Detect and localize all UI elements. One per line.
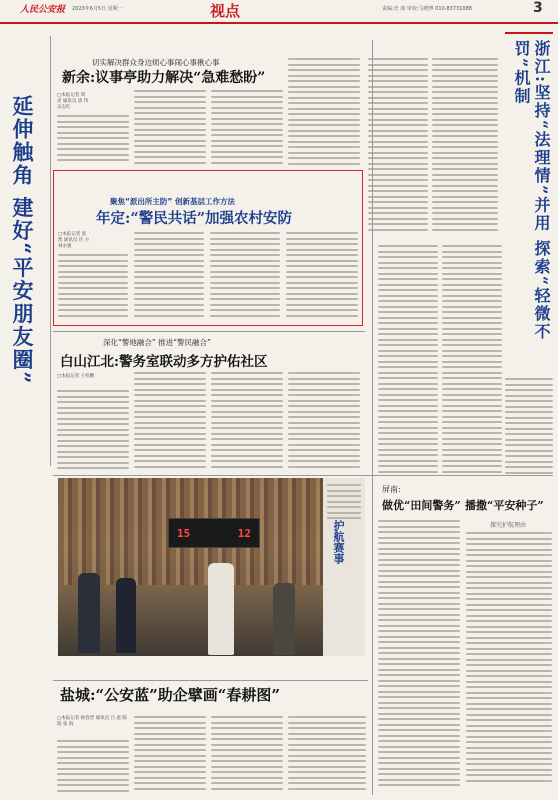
top-article-body-3	[211, 90, 283, 167]
photo-caption-text	[327, 484, 361, 524]
bottom-article-body-2	[134, 716, 206, 795]
top-article-byline: □本报记者 周 亮 通讯员 唐 伟 吴志红	[57, 93, 89, 110]
upper-right-column-2	[368, 58, 428, 238]
bottom-article-headline: 盐城:“公安蓝”助企擘画“春耕图”	[60, 686, 281, 704]
featured-article-body-4	[286, 232, 358, 322]
bottom-article-body-3	[211, 716, 283, 795]
photo-caption-box	[323, 478, 365, 656]
featured-article-body-2	[134, 232, 204, 322]
commentary-kicker: 屏南:	[382, 485, 401, 494]
right-mid-column-2	[442, 245, 502, 475]
officer-figure-1	[78, 573, 100, 653]
middle-article-body-2	[134, 372, 206, 472]
page-number: 3	[533, 0, 543, 16]
event-photo	[58, 478, 323, 656]
middle-article-headline: 白山江北:警务室联动多方护佑社区	[60, 354, 268, 370]
bottom-article-body-1	[57, 740, 129, 795]
commentary-subhead: 探究护航理由	[490, 522, 527, 529]
top-article-kicker: 切实解决群众身边烦心事闹心事揪心事	[92, 58, 220, 67]
woman-figure	[208, 563, 234, 655]
top-article-body-2	[134, 90, 206, 167]
featured-article-body-3	[210, 232, 280, 322]
newspaper-logo: 人民公安报	[20, 5, 66, 15]
right-mid-column-1	[378, 245, 438, 475]
featured-article-headline: 年定:“警民共话”加强农村安防	[96, 210, 293, 227]
section-title: 视点	[210, 2, 241, 20]
left-vertical-title: 延伸触角 建好“平安朋友圈”	[10, 95, 35, 386]
featured-article-byline: □本报记者 张 凯 通讯员 许 方 刘永强	[58, 232, 90, 249]
editor-info: 责编:史 康 审校:马晓博 010-83731088	[382, 6, 472, 12]
featured-article-body-1	[58, 254, 128, 322]
right-column-rule	[372, 40, 373, 795]
scoreboard-left-score: 15	[177, 527, 191, 540]
middle-article-kicker: 深化“警地融合” 推进“警民融合”	[103, 338, 211, 347]
upper-right-column-1	[288, 58, 360, 168]
photo-title: 护航赛事	[332, 520, 345, 564]
top-article-body	[57, 115, 129, 167]
top-article-headline: 新余:议事亭助力解决“急难愁盼”	[62, 70, 266, 86]
rule-under-featured	[53, 331, 365, 332]
commentary-body-1	[378, 520, 460, 790]
left-column-rule	[50, 36, 51, 466]
upper-right-column-3	[432, 58, 498, 238]
featured-article-kicker: 聚焦“派出所主防” 创新基层工作方法	[110, 197, 235, 206]
middle-article-body-4	[288, 372, 360, 472]
scoreboard	[168, 518, 260, 548]
officer-figure-2	[116, 578, 136, 653]
bottom-article-body-4	[288, 716, 366, 795]
bottom-article-byline: □本报记者 杨春晋 通讯员 吕 庭 陈 阳 张 海	[57, 716, 127, 727]
right-vertical-title: 浙江:坚持“法理情”并用 探索“轻微不罚”机制	[512, 40, 551, 342]
masthead	[0, 0, 558, 26]
masthead-rule	[0, 22, 558, 24]
commentary-headline-left: 做优“田间警务”	[382, 499, 461, 512]
middle-article-body-3	[211, 372, 283, 472]
rule-above-photo	[53, 475, 553, 476]
rule-above-bottom	[53, 680, 368, 681]
right-top-rule	[505, 32, 553, 34]
middle-article-body-1	[57, 390, 129, 472]
spectator-figure	[273, 583, 295, 655]
commentary-headline-right: 播撒“平安种子”	[465, 499, 544, 512]
commentary-body-2	[466, 532, 552, 790]
issue-date: 2023年6月5日 星期一	[72, 6, 123, 12]
right-mid-column-3	[505, 378, 553, 475]
middle-article-byline: □本报记者 王梓鹏	[57, 374, 95, 379]
scoreboard-right-score: 12	[237, 527, 251, 540]
